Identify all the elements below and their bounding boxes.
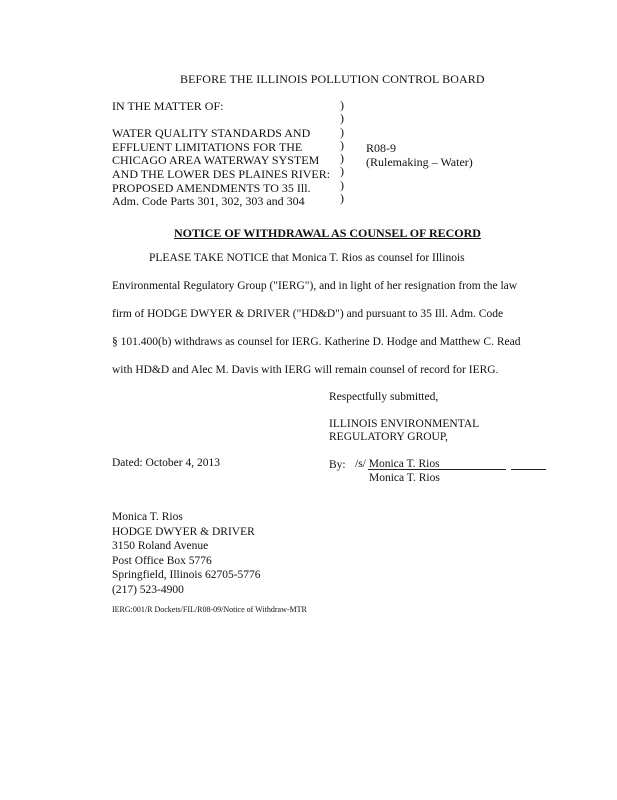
signature-line — [368, 469, 506, 470]
paren: ) — [340, 177, 344, 192]
paren: ) — [340, 111, 344, 126]
caption-line: AND THE LOWER DES PLAINES RIVER: — [112, 166, 331, 181]
notice-line: firm of HODGE DWYER & DRIVER ("HD&D") and pursuant to 35 Ill. Adm. Code — [112, 308, 504, 320]
address-line: 3150 Roland Avenue — [112, 540, 209, 553]
notice-line: PLEASE TAKE NOTICE that Monica T. Rios as counsel for Illinois — [149, 252, 465, 264]
paren: ) — [340, 98, 344, 112]
caption-line — [112, 113, 330, 127]
address-line: (217) 523-4900 — [112, 583, 184, 596]
attorney-address — [112, 511, 261, 599]
party-name-line1: ILLINOIS ENVIRONMENTAL — [329, 418, 480, 430]
case-number: R08-9 — [366, 141, 396, 155]
caption-line: CHICAGO AREA WATERWAY SYSTEM — [112, 153, 320, 168]
notice-heading: NOTICE OF WITHDRAWAL AS COUNSEL OF RECORD — [174, 226, 481, 240]
notice-line: § 101.400(b) withdraws as counsel for IERG. Katherine D. Hodge and Matthew C. Read — [112, 336, 521, 348]
caption-line: IN THE MATTER OF: — [112, 99, 224, 113]
case-type: (Rulemaking – Water) — [366, 155, 473, 169]
closing: Respectfully submitted, — [329, 391, 439, 403]
caption-line: PROPOSED AMENDMENTS TO 35 Ill. — [112, 180, 311, 195]
address-line: Post Office Box 5776 — [112, 554, 212, 567]
paren: ) — [340, 151, 344, 166]
paren: ) — [340, 124, 344, 139]
paren: ) — [340, 164, 344, 179]
signature-line-extension — [511, 469, 546, 470]
document-path-footer: IERG:001/R Dockets/FIL/R08-09/Notice of Withdraw-MTR — [112, 605, 307, 614]
board-title: BEFORE THE ILLINOIS POLLUTION CONTROL BOARD — [180, 72, 485, 86]
case-info — [366, 141, 473, 169]
paren: ) — [340, 137, 344, 152]
address-line: Springfield, Illinois 62705-5776 — [112, 569, 261, 582]
notice-line: Environmental Regulatory Group ("IERG"), and in light of her resignation from the law — [112, 280, 518, 292]
printed-name: Monica T. Rios — [369, 472, 440, 484]
notice-line: with HD&D and Alec M. Davis with IERG will remain counsel of record for IERG. — [112, 364, 499, 376]
caption-line: Adm. Code Parts 301, 302, 303 and 304 — [112, 194, 305, 209]
caption-line: WATER QUALITY STANDARDS AND — [112, 126, 311, 141]
caption-parens — [340, 99, 344, 205]
dated-line: Dated: October 4, 2013 — [112, 457, 220, 469]
caption-line: EFFLUENT LIMITATIONS FOR THE — [112, 139, 303, 154]
signature-slash: /s/ Monica T. Rios — [355, 458, 440, 470]
caption-matter — [112, 99, 330, 208]
address-line: HODGE DWYER & DRIVER — [112, 525, 255, 538]
party-name-line2: REGULATORY GROUP, — [329, 431, 448, 443]
paren: ) — [340, 191, 344, 206]
address-line: Monica T. Rios — [112, 511, 183, 523]
by-label: By: — [329, 459, 346, 471]
